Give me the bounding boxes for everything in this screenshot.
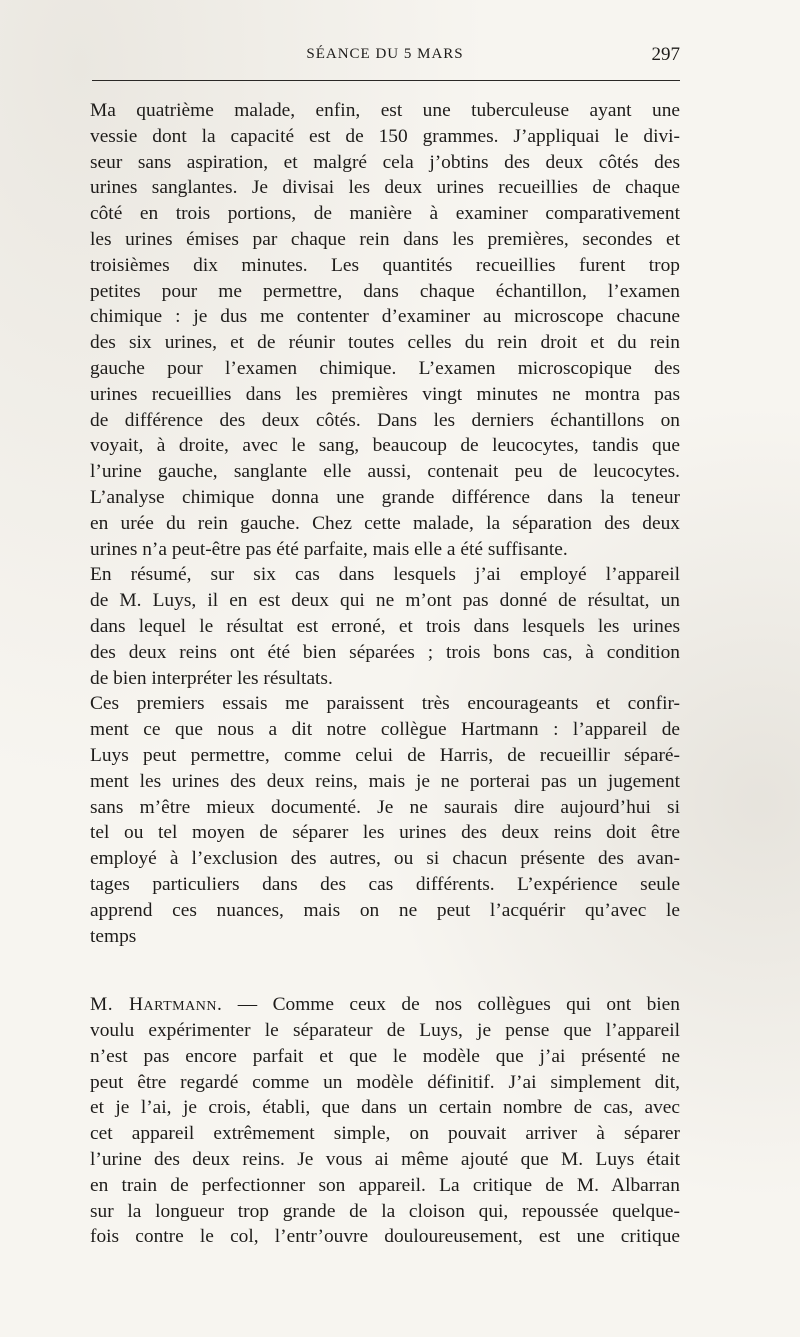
text-line: employé à l’exclusion des autres, ou si chacun présente des avan- (90, 848, 680, 870)
text-line: troisièmes dix minutes. Les quantités recueillies furent trop (90, 254, 680, 276)
text-line: en urée du rein gauche. Chez cette malade, la séparation des deux (90, 512, 680, 534)
text-line: des deux reins ont été bien séparées ; trois bons cas, à condition (90, 641, 680, 663)
text-line: sur la longueur trop grande de la cloison qui, repoussée quelque- (90, 1200, 680, 1222)
text-line: l’urine des deux reins. Je vous ai même ajouté que M. Luys était (90, 1149, 680, 1171)
text-line: apprend ces nuances, mais on ne peut l’acquérir qu’avec le (90, 899, 680, 921)
text-line: de différence des deux côtés. Dans les derniers échantillons on (90, 409, 680, 431)
body-text (90, 98, 680, 1250)
text-line: de bien interpréter les résultats. (90, 667, 333, 689)
text-line: les urines émises par chaque rein dans les premières, secondes et (90, 228, 680, 250)
speech-paragraph (90, 992, 680, 1250)
text-line: petites pour me permettre, dans chaque échantillon, l’examen (90, 280, 680, 302)
text-line: temps (90, 925, 137, 947)
text-line: gauche pour l’examen chimique. L’examen microscopique des (90, 357, 680, 379)
running-head: SÉANCE DU 5 MARS (306, 46, 464, 62)
paragraph-3 (90, 691, 680, 949)
text-line: urines sanglantes. Je divisai les deux urines recueillies de chaque (90, 177, 680, 199)
text-line: des six urines, et de réunir toutes celles du rein droit et du rein (90, 332, 680, 354)
paragraph-2 (90, 562, 680, 691)
text-line: de M. Luys, il en est deux qui ne m’ont pas donné de résultat, un (90, 590, 680, 612)
text-line: fois contre le col, l’entr’ouvre douloureusement, est une critique (90, 1226, 680, 1248)
text-line: ment ce que nous a dit notre collègue Hartmann : l’appareil de (90, 719, 680, 741)
text-line: voulu expérimenter le séparateur de Luys, je pense que l’appareil (90, 1020, 680, 1042)
text-line: tel ou tel moyen de séparer les urines des deux reins doit être (90, 822, 680, 844)
text-line: peut être regardé comme un modèle définitif. J’ai simplement dit, (90, 1071, 680, 1093)
text-line: L’analyse chimique donna une grande différence dans la teneur (90, 486, 680, 508)
text-line: En résumé, sur six cas dans lesquels j’ai employé l’appareil (90, 564, 680, 586)
text-line: Ces premiers essais me paraissent très encourageants et confir- (90, 693, 680, 715)
text-line: urines recueillies dans les premières vingt minutes ne montra pas (90, 383, 680, 405)
section-gap (90, 949, 680, 992)
text-line: côté en trois portions, de manière à examiner comparativement (90, 203, 680, 225)
text-line: ment les urines des deux reins, mais je ne porterai pas un jugement (90, 770, 680, 792)
page-number: 297 (651, 44, 680, 65)
text-line: cet appareil extrêmement simple, on pouvait arriver à séparer (90, 1123, 680, 1145)
text-line: l’urine gauche, sanglante elle aussi, contenait peu de leucocytes. (90, 461, 680, 483)
text-line: Ma quatrième malade, enfin, est une tuberculeuse ayant une (90, 100, 680, 121)
speech-first-line (90, 992, 680, 1018)
speech-opening: — Comme ceux de nos collègues qui ont bien (222, 994, 680, 1016)
page-header (90, 44, 680, 74)
text-line: en train de perfectionner son appareil. La critique de M. Albarran (90, 1174, 680, 1196)
text-line: dans lequel le résultat est erroné, et trois dans lesquels les urines (90, 615, 680, 637)
text-line: sans m’être mieux documenté. Je ne saurais dire aujourd’hui si (90, 796, 680, 818)
text-line: voyait, à droite, avec le sang, beaucoup de leucocytes, tandis que (90, 435, 680, 457)
paragraph-1 (90, 98, 680, 562)
text-line: et je l’ai, je crois, établi, que dans un certain nombre de cas, avec (90, 1097, 680, 1119)
text-line: chimique : je dus me contenter d’examiner au microscope chacune (90, 306, 680, 328)
text-line: Luys peut permettre, comme celui de Harris, de recueillir séparé- (90, 744, 680, 766)
text-line: tages particuliers dans des cas différents. L’expérience seule (90, 873, 680, 895)
text-line: urines n’a peut-être pas été parfaite, mais elle a été suffisante. (90, 538, 568, 560)
text-line: seur sans aspiration, et malgré cela j’obtins des deux côtés des (90, 151, 680, 173)
text-line: n’est pas encore parfait et que le modèle que j’ai présenté ne (90, 1045, 680, 1067)
speaker-name: M. Hartmann. (90, 994, 223, 1016)
text-line: vessie dont la capacité est de 150 grammes. J’appliquai le divi- (90, 125, 680, 147)
header-rule (92, 80, 680, 81)
